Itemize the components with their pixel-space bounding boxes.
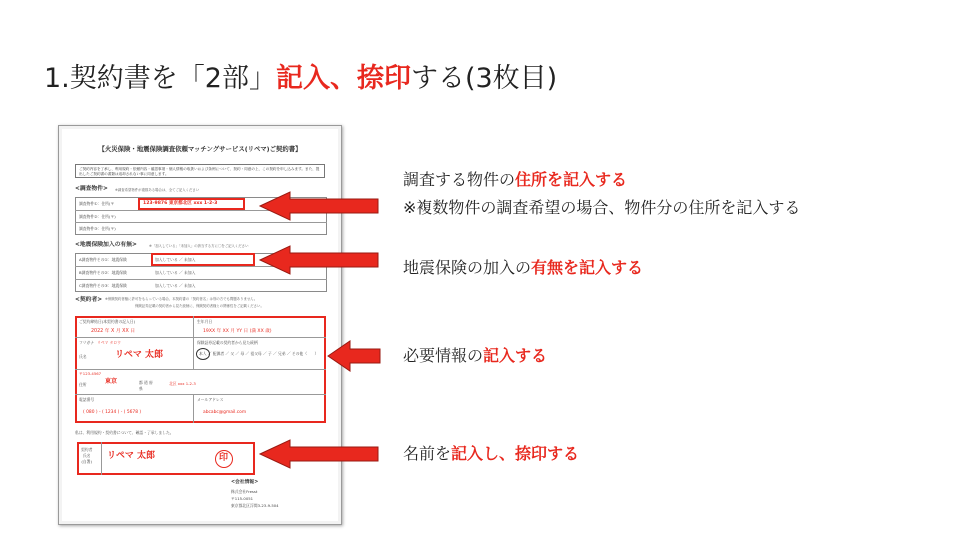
date-label: ご契約締結日(本契約書の記入日) <box>79 319 136 324</box>
section3-note1: ※保険契約者様に許可をもらっている場合、本契約書の「契約者名」は別の方でも問題ありません。 <box>105 297 258 301</box>
address-label: 住所 <box>79 382 87 387</box>
section2-row2-value: 加入している ／ 未加入 <box>155 270 196 275</box>
callout-required-prefix: 必要情報の <box>403 346 484 365</box>
signature-label: 契約者 氏名 (自署) <box>81 447 93 464</box>
section3-note2: 保険証券記載の契約者から見た続柄に、保険契約者様との関係性をご記載ください。 <box>135 304 264 308</box>
pref-suffix: 都 道 府 県 <box>139 380 153 391</box>
arrow-left-icon <box>258 244 380 276</box>
callout-address-prefix: 調査する物件の <box>403 170 516 189</box>
section1-row1-value: 123-9876 東京都北区 xxx 1-2-3 <box>143 201 218 206</box>
furigana-value: リペマ タロウ <box>97 340 121 345</box>
section1-heading: <調査物件> <box>75 186 108 192</box>
callout-address <box>403 172 627 188</box>
section1-note: ※調査希望物件が複数ある場合は、全てご記入ください <box>115 188 200 192</box>
section2-row1-value: 加入している ／ 未加入 <box>155 257 196 262</box>
callout-required-info <box>403 348 547 364</box>
callout-address-highlight: 住所を記入する <box>515 170 628 189</box>
arrow-left-icon <box>326 339 382 373</box>
section1-row1-label: 調査物件①：住所(〒 <box>79 201 115 206</box>
section2-heading: <地震保険加入の有無> <box>75 242 137 248</box>
slide-title <box>44 56 557 95</box>
section2-note: ※「加入している」「未加入」の該当する方に〇をご記入ください <box>149 244 249 248</box>
relation-circle <box>196 348 210 360</box>
callout-insurance-prefix: 地震保険の加入の <box>403 258 532 277</box>
company-heading: <会社情報> <box>231 480 259 485</box>
phone-value: ( 080 ) - ( 1234 ) - ( 5678 ) <box>83 410 142 415</box>
postal-value: 〒123-4567 <box>79 371 102 376</box>
doc-title: 【火災保険・地震保険調査依頼マッチングサービス(リペマ)ご契約書】 <box>98 145 302 153</box>
stamp-text: 印 <box>219 453 229 463</box>
section1-row2-label: 調査物件②：住所(〒) <box>79 214 116 219</box>
phone-label: 電話番号 <box>79 397 95 402</box>
arrow-left-icon <box>258 438 380 470</box>
company-line1: 株式会社Fresst <box>231 489 258 494</box>
city-value: 北区 xxx 1-2-3 <box>169 381 196 386</box>
address-highlight-box <box>138 198 245 210</box>
company-line2: 〒115-0051 <box>231 496 254 501</box>
seal-stamp <box>215 450 233 468</box>
name-value: リペマ 太郎 <box>115 350 163 360</box>
birth-label: 生年月日 <box>197 319 213 324</box>
doc-intro: ご契約内容を了承し、利用規約・依頼内容・確認事項・個人情報の取扱いおよび条例について、契約・同意の上、この契約を申し込みます。また、提出したご契約書の書類は返却されない事に同意します。 <box>75 164 325 178</box>
birth-value: 19XX 年 XX 月 YY 日 (満 XX 歳) <box>203 329 272 334</box>
relation-value: 本人 ／ 配偶者 ／ 父 ／ 母 ／ 祖父母 ／ 子 ／ 兄弟 ／ その他（ ） <box>199 351 319 356</box>
arrow-left-icon <box>258 190 380 222</box>
callout-multiple-note <box>403 200 800 216</box>
title-highlight: 記入、捺印 <box>275 63 411 94</box>
email-value: abcabc@gmail.com <box>203 410 247 415</box>
callout-insurance <box>403 260 643 276</box>
pref-value: 東京 <box>105 378 118 385</box>
name-label: 氏名 <box>79 354 87 359</box>
section2-row1-label: A調査物件その①：地震保険 <box>79 257 127 262</box>
callout-multiple-text: ※複数物件の調査希望の場合、物件分の住所を記入する <box>403 198 801 217</box>
callout-signature-prefix: 名前を <box>403 444 452 463</box>
company-line3: 東京都北区浮間3-23-9-504 <box>231 503 279 508</box>
agree-text: 私は、利用規約・契約書について、確認・了承しました。 <box>75 430 174 435</box>
insurance-highlight-box <box>151 253 255 266</box>
section2-row3-value: 加入している ／ 未加入 <box>155 283 196 288</box>
callout-insurance-highlight: 有無を記入する <box>531 258 644 277</box>
section1-row3-label: 調査物件③：住所(〒) <box>79 226 116 231</box>
furigana-label: フリガナ <box>79 340 94 345</box>
callout-signature <box>403 446 579 462</box>
section3-heading: <契約者> <box>75 297 103 303</box>
section2-row2-label: B調査物件その②：地震保険 <box>79 270 127 275</box>
relation-label: 保険証券記載の契約者から見た続柄 <box>197 340 258 345</box>
signature-value: リペマ 太郎 <box>107 451 155 461</box>
title-prefix: 1.契約書を「2部」 <box>44 63 276 94</box>
email-label: メールアドレス <box>197 397 224 402</box>
date-value: 2022 年 X 月 XX 日 <box>91 329 136 334</box>
callout-signature-highlight: 記入し、捺印する <box>451 444 580 463</box>
section2-row3-label: C調査物件その③：地震保険 <box>79 283 127 288</box>
title-suffix: する(3枚目) <box>410 63 558 94</box>
callout-required-highlight: 記入する <box>483 346 548 365</box>
